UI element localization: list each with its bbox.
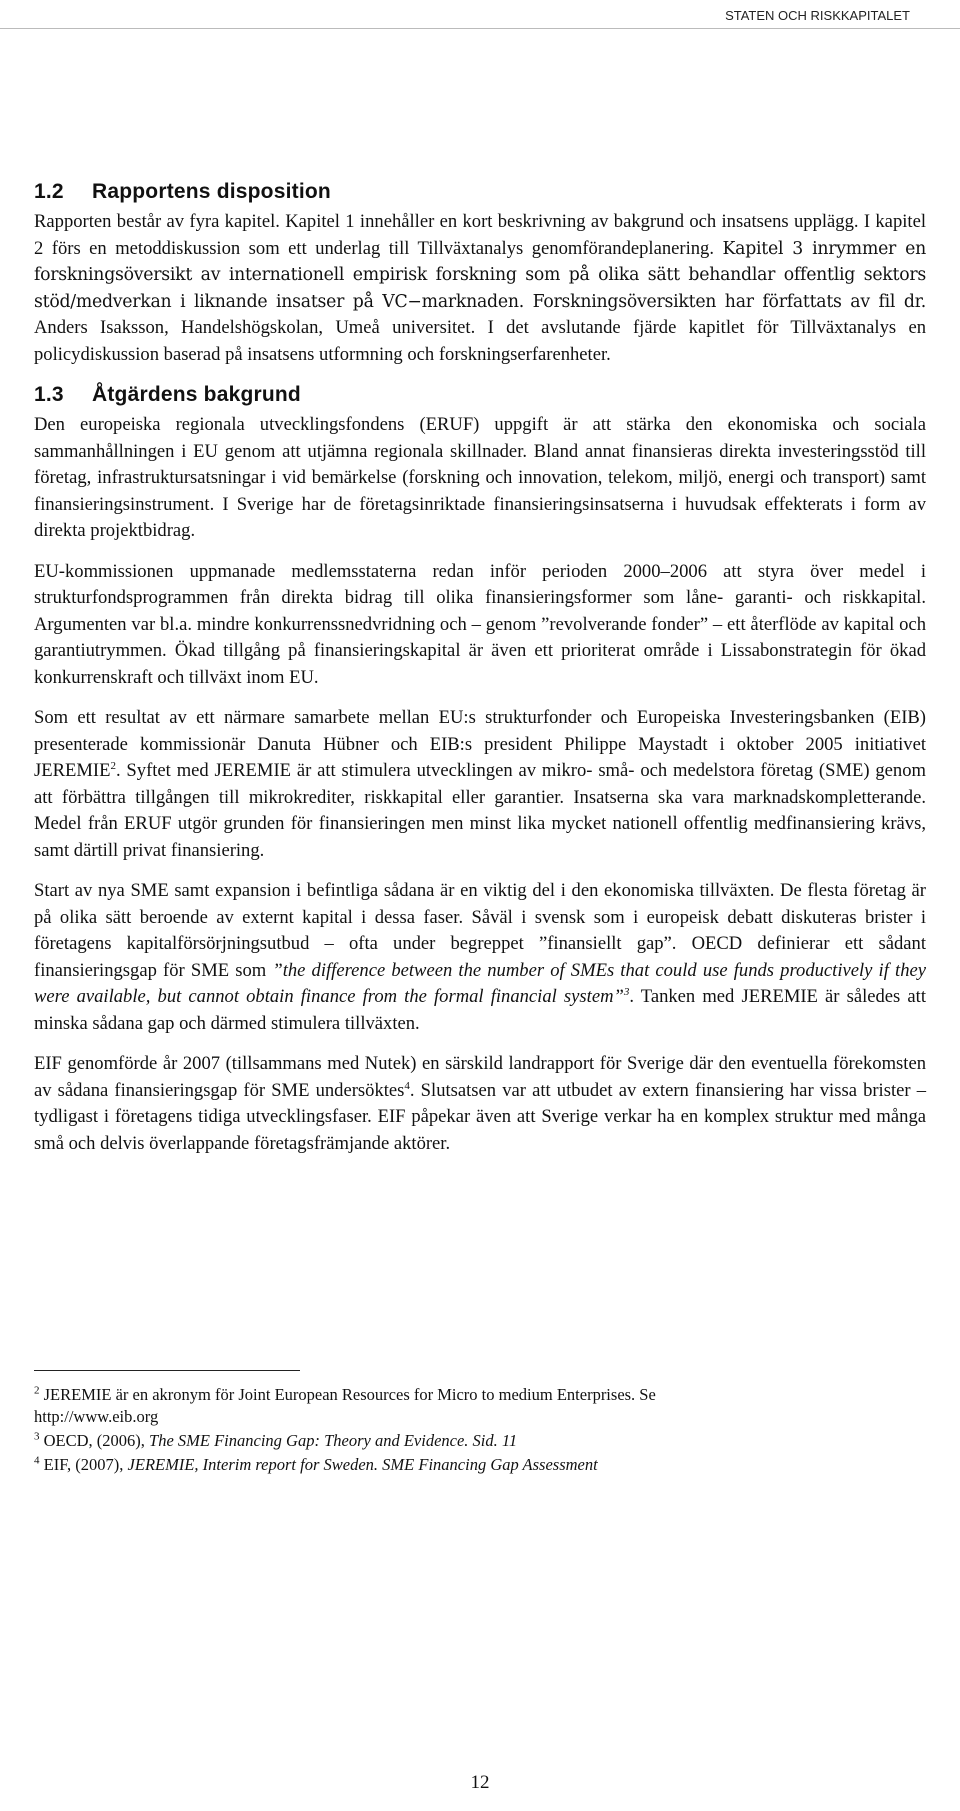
- footnote-ref-number: 3: [623, 985, 630, 998]
- paragraph: Den europeiska regionala utvecklingsfondens (ERUF) uppgift är att stärka den ekonomiska och sociala sammanhållningen i EU genom att utjämna regionala skillnader. Bland annat finansieras direkta investeringsstöd till företag, infrastruktursatsningar i vid bemärkelse (forskning och innovation, telekom, miljö, energi och transport) samt finansieringsinstrument. I Sverige har de företagsinriktade finansieringsinsatserna i huvudsak effekterats i form av direkta projektbidrag.: [34, 414, 926, 541]
- footnote-separator: [34, 1370, 300, 1371]
- footnote-ref[interactable]: 2: [110, 759, 116, 772]
- paragraph-part: Rapporten består av fyra kapitel. Kapitel 1 innehåller en kort beskrivning av bakgrund och insatsens upplägg. I kapitel 2 förs en metoddiskussion som ett underlag till Tillväxtanalys genomförandeplanering.: [34, 211, 926, 259]
- section-title: Åtgärdens bakgrund: [92, 383, 301, 406]
- footnote-4: [34, 1454, 934, 1476]
- section-title: Rapportens disposition: [92, 180, 331, 203]
- paragraph: [34, 209, 926, 368]
- footnote-link[interactable]: http://www.eib.org: [34, 1407, 159, 1426]
- section-heading-1-2: [34, 180, 926, 204]
- paragraph-part: Start av nya SME samt expansion i befintliga sådana är en viktig del i den ekonomiska tillväxten. De flesta företag är på olika sätt beroende av externt kapital i dessa faser. Såväl i svensk som i europeisk debatt diskuteras brister i företagens kapitalförsörjningsutbud – ofta under begreppet ”finansiellt gap”. OECD definierar ett sådant finansieringsgap för SME som: [34, 880, 926, 981]
- footnote-3: [34, 1430, 934, 1452]
- footnote-title: The SME Financing Gap: Theory and Evidence. Sid. 11: [149, 1431, 518, 1450]
- paragraph-part: Kapitel 3 inrymmer en forskningsöversikt av internationell empirisk forskning som på olika sätt behandlar offentlig sektors stöd/medverkan i liknande insatser på VC−marknaden. Forskningsöversikten har författats av fil dr.: [34, 238, 926, 312]
- section-number: 1.3: [34, 383, 64, 406]
- footnote-number: 2: [34, 1384, 40, 1397]
- footnote-2: [34, 1384, 934, 1428]
- paragraph: EU-kommissionen uppmanade medlemsstaterna redan inför perioden 2000–2006 att styra över medel i strukturfondsprogrammen från direkta bidrag till olika finansieringsformer som låne- garanti- och riskkapital. Argumenten var bl.a. mindre konkurrenssnedvridning och – genom ”revolverande fonder” – ett återflöde av kapital och garantiutrymmen. Ökad tillgång på finansieringskapital är även ett prioriterat område i Lissabonstrategin för ökad konkurrenskraft och tillväxt inom EU.: [34, 560, 926, 688]
- header-rule: [0, 28, 960, 29]
- footnote-text: EIF, (2007),: [43, 1455, 128, 1474]
- footnote-text: OECD, (2006),: [43, 1431, 150, 1450]
- page-number: 12: [470, 1772, 490, 1793]
- footnote-title: JEREMIE, Interim report for Sweden. SME Financing Gap Assessment: [127, 1455, 598, 1474]
- section-heading-1-3: [34, 383, 926, 407]
- paragraph-part: . Tanken med JEREMIE är således att minska sådana gap och därmed stimulera tillväxten.: [34, 986, 926, 1034]
- paragraph-part: Som ett resultat av ett närmare samarbete mellan EU:s strukturfonder och Europeiska Investeringsbanken (EIB) presenterade kommissionär Danuta Hübner och EIB:s president Philippe Maystadt i oktober 2005 initiativet JEREMIE: [34, 707, 926, 781]
- paragraph-part: . Slutsatsen var att utbudet av extern finansiering har vissa brister – tydligast i företagens tidiga utvecklingsfaser. EIF påpekar även att Sverige verkar ha en komplex struktur med många små och delvis överlappande företagsfrämjande aktörer.: [34, 1079, 926, 1154]
- paragraph-part: EIF genomförde år 2007 (tillsammans med Nutek) en särskild landrapport för Sverige där den eventuella förekomsten av sådana finansieringsgap för SME undersöktes: [34, 1053, 926, 1101]
- running-header: STATEN OCH RISKKAPITALET: [725, 8, 910, 23]
- footnote-number: 4: [34, 1454, 40, 1467]
- paragraph: [34, 878, 926, 1037]
- paragraph-part: Anders Isaksson, Handelshögskolan, Umeå universitet. I det avslutande fjärde kapitlet för Tillväxtanalys en policydiskussion baserad på insatsens utformning och forskningserfarenheter.: [34, 317, 926, 365]
- section-number: 1.2: [34, 180, 64, 203]
- oecd-quote: ”the difference between the number of SMEs that could use funds productively if they were available, but cannot obtain finance from the formal financial system”: [34, 959, 926, 1007]
- paragraph: [34, 705, 926, 864]
- page-body: [34, 180, 926, 1157]
- footnote-number: 3: [34, 1430, 40, 1443]
- footnote-ref[interactable]: 4: [404, 1079, 410, 1092]
- paragraph: [34, 1051, 926, 1157]
- paragraph-part: . Syftet med JEREMIE är att stimulera utvecklingen av mikro- små- och medelstora företag (SME) genom att förbättra tillgången till mikrokrediter, riskkapital eller garantier. Insatserna ska vara marknadskompletterande. Medel från ERUF utgör grunden för finansieringen men minst lika mycket nationell offentlig medfinansiering krävs, samt därtill privat finansiering.: [34, 760, 926, 861]
- footnote-text: JEREMIE är en akronym för Joint European Resources for Micro to medium Enterprises. Se: [43, 1385, 656, 1404]
